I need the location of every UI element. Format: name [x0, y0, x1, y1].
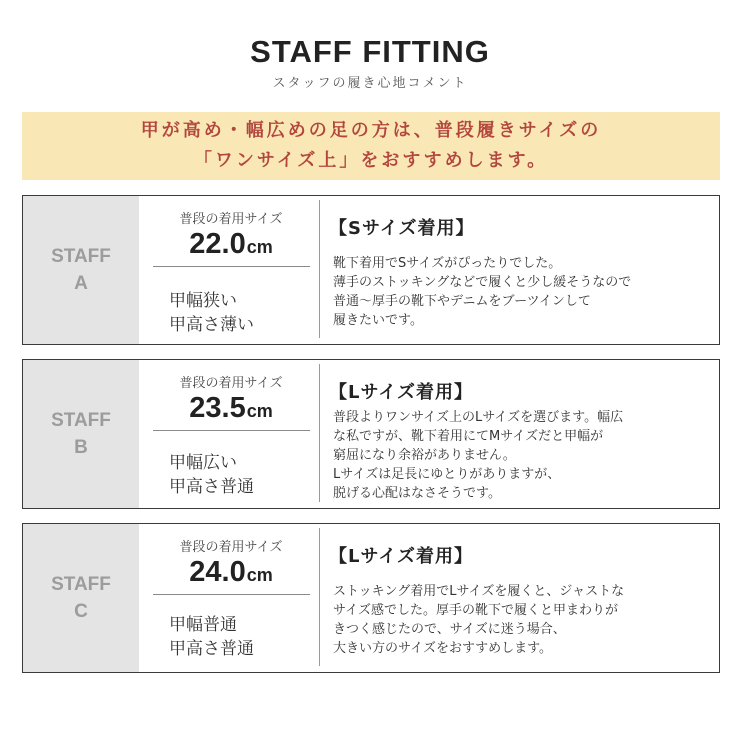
usual-size-label: 普段の着用サイズ: [179, 212, 283, 227]
foot-width-trait: 甲幅普通: [169, 615, 237, 635]
comment-line: 普通～厚手の靴下やデニムをブーツインして: [333, 294, 591, 309]
foot-height-trait: 甲高さ普通: [169, 639, 254, 659]
fitting-size-heading: 【Lサイズ着用】: [329, 546, 474, 567]
staff-letter: C: [74, 601, 88, 622]
staff-label-c: [23, 524, 139, 672]
banner-line-1: 甲が高め・幅広めの足の方は、普段履きサイズの: [140, 120, 602, 141]
size-number: 24.0: [189, 556, 246, 588]
usual-size-value: [153, 392, 309, 425]
page-title: STAFF FITTING: [250, 34, 490, 69]
foot-height-trait: 甲高さ薄い: [169, 315, 254, 335]
staff-letter: A: [74, 273, 88, 294]
fitting-size-heading: 【Lサイズ着用】: [329, 382, 474, 403]
usual-size-label: 普段の着用サイズ: [179, 540, 283, 555]
recommendation-banner: [22, 112, 720, 180]
comment-line: 履きたいです。: [333, 313, 423, 328]
comment-line: サイズ感でした。厚手の靴下で履くと甲まわりが: [333, 603, 618, 618]
fitting-size-heading: 【Sサイズ着用】: [329, 218, 475, 239]
staff-card-c: [22, 523, 720, 673]
foot-width-trait: 甲幅狭い: [169, 291, 237, 311]
page-subtitle: スタッフの履き心地コメント: [272, 76, 468, 91]
comment-line: Lサイズは足長にゆとりがありますが、: [333, 467, 561, 482]
fitting-comment: [333, 408, 715, 503]
usual-size-value: [153, 556, 309, 589]
column-divider: [319, 364, 320, 502]
usual-size-label: 普段の着用サイズ: [179, 376, 283, 391]
column-divider: [319, 200, 320, 338]
staff-label-b: [23, 360, 139, 508]
comment-line: 大きい方のサイズをおすすめします。: [333, 641, 553, 656]
staff-label-text: STAFF: [51, 410, 111, 431]
divider: [153, 266, 310, 267]
size-number: 22.0: [189, 228, 246, 260]
staff-label-text: STAFF: [51, 574, 111, 595]
staff-card-b: [22, 359, 720, 509]
divider: [153, 430, 310, 431]
comment-line: きつく感じたので、サイズに迷う場合、: [333, 622, 566, 637]
size-unit: cm: [246, 565, 273, 585]
fitting-comment: [333, 254, 715, 330]
size-number: 23.5: [189, 392, 246, 424]
column-divider: [319, 528, 320, 666]
divider: [153, 594, 310, 595]
staff-letter: B: [74, 437, 88, 458]
size-unit: cm: [246, 401, 273, 421]
foot-height-trait: 甲高さ普通: [169, 477, 254, 497]
comment-line: ストッキング着用でLサイズを履くと、ジャストな: [333, 584, 625, 599]
staff-label-a: [23, 196, 139, 344]
comment-line: 窮屈になり余裕がありません。: [333, 448, 516, 463]
banner-line-2: 「ワンサイズ上」をおすすめします。: [193, 150, 549, 171]
fitting-comment: [333, 582, 715, 658]
comment-line: 靴下着用でSサイズがぴったりでした。: [333, 256, 562, 271]
size-unit: cm: [246, 237, 273, 257]
comment-line: 薄手のストッキングなどで履くと少し緩そうなので: [333, 275, 632, 290]
staff-card-a: [22, 195, 720, 345]
comment-line: 脱げる心配はなさそうです。: [333, 486, 501, 501]
usual-size-value: [153, 228, 309, 261]
staff-label-text: STAFF: [51, 246, 111, 267]
comment-line: な私ですが、靴下着用にてMサイズだと甲幅が: [333, 429, 604, 444]
foot-width-trait: 甲幅広い: [169, 453, 237, 473]
comment-line: 普段よりワンサイズ上のLサイズを選びます。幅広: [333, 410, 624, 425]
